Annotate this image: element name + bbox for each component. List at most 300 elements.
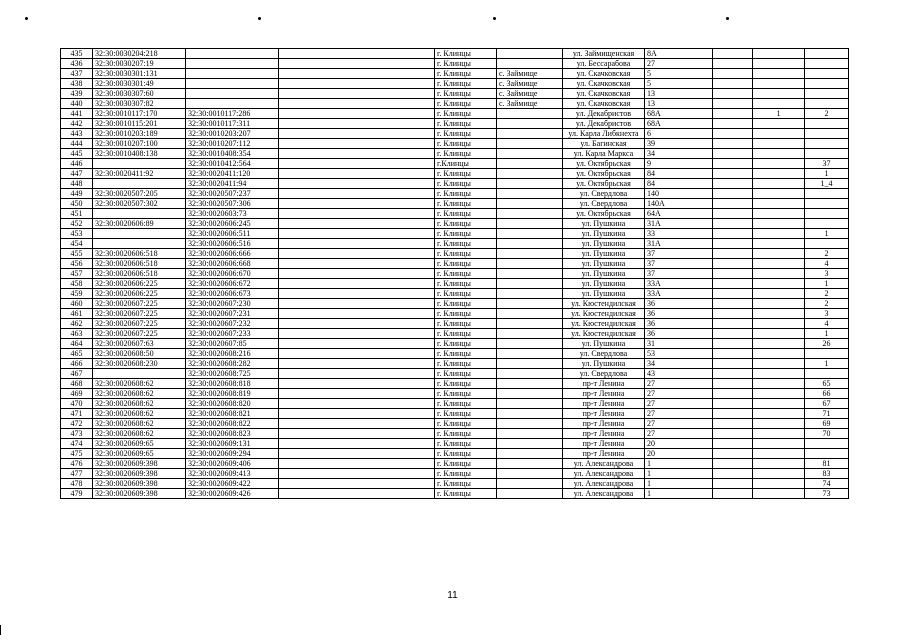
cadastral-number-parcel-cell: 32:30:0020607:225 [93, 329, 186, 339]
street-cell: ул. Октябрьская [563, 209, 645, 219]
table-row [61, 99, 849, 109]
house-number-cell: 34 [645, 149, 713, 159]
settlement-cell [497, 209, 563, 219]
city-cell: г. Клинцы [435, 469, 497, 479]
corpus-cell [753, 179, 805, 189]
apartment-cell: 2 [805, 249, 849, 259]
building-cell [713, 469, 753, 479]
cadastral-number-object-cell [186, 49, 279, 59]
house-number-cell: 68А [645, 119, 713, 129]
corpus-cell [753, 309, 805, 319]
description-cell [279, 489, 435, 499]
table-row [61, 449, 849, 459]
cadastral-number-object-cell: 32:30:0010408:354 [186, 149, 279, 159]
description-cell [279, 189, 435, 199]
description-cell [279, 109, 435, 119]
apartment-cell: 83 [805, 469, 849, 479]
apartment-cell: 65 [805, 379, 849, 389]
row-number-cell: 461 [61, 309, 93, 319]
table-row [61, 229, 849, 239]
cadastral-number-parcel-cell: 32:30:0020608:62 [93, 419, 186, 429]
building-cell [713, 149, 753, 159]
table-row [61, 189, 849, 199]
building-cell [713, 139, 753, 149]
apartment-cell [805, 129, 849, 139]
table-row [61, 159, 849, 169]
apartment-cell [805, 219, 849, 229]
city-cell: г. Клинцы [435, 229, 497, 239]
building-cell [713, 489, 753, 499]
street-cell: ул. Скачковская [563, 89, 645, 99]
apartment-cell: 2 [805, 289, 849, 299]
table-row [61, 419, 849, 429]
street-cell: ул. Пушкина [563, 219, 645, 229]
house-number-cell: 27 [645, 389, 713, 399]
street-cell: ул. Пушкина [563, 229, 645, 239]
table-row [61, 429, 849, 439]
corpus-cell [753, 189, 805, 199]
settlement-cell [497, 419, 563, 429]
city-cell: г. Клинцы [435, 129, 497, 139]
apartment-cell: 70 [805, 429, 849, 439]
apartment-cell [805, 199, 849, 209]
table-row [61, 49, 849, 59]
scan-dot [25, 17, 28, 20]
corpus-cell [753, 479, 805, 489]
apartment-cell [805, 59, 849, 69]
table-row [61, 219, 849, 229]
scan-dot [493, 17, 496, 20]
house-number-cell: 33А [645, 279, 713, 289]
apartment-cell: 66 [805, 389, 849, 399]
table-row [61, 269, 849, 279]
city-cell: г. Клинцы [435, 409, 497, 419]
table-row [61, 439, 849, 449]
table-row [61, 379, 849, 389]
cadastral-number-parcel-cell: 32:30:0010203:189 [93, 129, 186, 139]
cadastral-number-parcel-cell: 32:30:0030307:82 [93, 99, 186, 109]
house-number-cell: 36 [645, 309, 713, 319]
cadastral-number-object-cell: 32:30:0020609:131 [186, 439, 279, 449]
row-number-cell: 444 [61, 139, 93, 149]
settlement-cell [497, 489, 563, 499]
house-number-cell: 36 [645, 299, 713, 309]
settlement-cell [497, 399, 563, 409]
settlement-cell [497, 279, 563, 289]
row-number-cell: 456 [61, 259, 93, 269]
street-cell: ул. Пушкина [563, 339, 645, 349]
street-cell: ул. Кюстендилская [563, 299, 645, 309]
cadastral-number-object-cell: 32:30:0020608:282 [186, 359, 279, 369]
building-cell [713, 449, 753, 459]
street-cell: пр-т Ленина [563, 409, 645, 419]
building-cell [713, 259, 753, 269]
street-cell: пр-т Ленина [563, 379, 645, 389]
corpus-cell [753, 269, 805, 279]
table-row [61, 239, 849, 249]
row-number-cell: 455 [61, 249, 93, 259]
building-cell [713, 169, 753, 179]
city-cell: г. Клинцы [435, 279, 497, 289]
city-cell: г. Клинцы [435, 319, 497, 329]
table-row [61, 319, 849, 329]
row-number-cell: 458 [61, 279, 93, 289]
corpus-cell: 1 [753, 109, 805, 119]
city-cell: г. Клинцы [435, 179, 497, 189]
table-row [61, 199, 849, 209]
apartment-cell: 1 [805, 229, 849, 239]
house-number-cell: 27 [645, 429, 713, 439]
settlement-cell [497, 269, 563, 279]
house-number-cell: 27 [645, 409, 713, 419]
city-cell: г. Клинцы [435, 479, 497, 489]
city-cell: г. Клинцы [435, 429, 497, 439]
table-row [61, 289, 849, 299]
apartment-cell: 74 [805, 479, 849, 489]
settlement-cell [497, 479, 563, 489]
apartment-cell: 1 [805, 279, 849, 289]
street-cell: ул. Карла Либкнехта [563, 129, 645, 139]
apartment-cell: 2 [805, 109, 849, 119]
description-cell [279, 309, 435, 319]
building-cell [713, 479, 753, 489]
description-cell [279, 129, 435, 139]
description-cell [279, 199, 435, 209]
cadastral-number-parcel-cell [93, 159, 186, 169]
settlement-cell [497, 219, 563, 229]
table-row [61, 389, 849, 399]
cadastral-number-object-cell: 32:30:0020603:73 [186, 209, 279, 219]
cadastral-number-parcel-cell: 32:30:0030207:19 [93, 59, 186, 69]
house-number-cell: 37 [645, 269, 713, 279]
description-cell [279, 249, 435, 259]
city-cell: г. Клинцы [435, 169, 497, 179]
settlement-cell [497, 449, 563, 459]
street-cell: ул. Кюстендилская [563, 329, 645, 339]
cadastral-number-parcel-cell: 32:30:0020607:225 [93, 319, 186, 329]
street-cell: ул. Пушкина [563, 239, 645, 249]
settlement-cell [497, 329, 563, 339]
apartment-cell: 1 [805, 169, 849, 179]
house-number-cell: 9 [645, 159, 713, 169]
cadastral-number-object-cell: 32:30:0020507:306 [186, 199, 279, 209]
row-number-cell: 464 [61, 339, 93, 349]
cadastral-number-parcel-cell: 32:30:0020609:398 [93, 489, 186, 499]
table-row [61, 139, 849, 149]
cadastral-number-parcel-cell: 32:30:0020607:225 [93, 309, 186, 319]
row-number-cell: 469 [61, 389, 93, 399]
corpus-cell [753, 79, 805, 89]
description-cell [279, 239, 435, 249]
row-number-cell: 477 [61, 469, 93, 479]
row-number-cell: 453 [61, 229, 93, 239]
settlement-cell [497, 119, 563, 129]
city-cell: г. Клинцы [435, 359, 497, 369]
building-cell [713, 219, 753, 229]
house-number-cell: 34 [645, 359, 713, 369]
house-number-cell: 36 [645, 319, 713, 329]
apartment-cell: 3 [805, 269, 849, 279]
cadastral-number-parcel-cell: 32:30:0020608:62 [93, 409, 186, 419]
cadastral-number-parcel-cell: 32:30:0020608:62 [93, 429, 186, 439]
cadastral-number-object-cell: 32:30:0020608:818 [186, 379, 279, 389]
cadastral-number-parcel-cell: 32:30:0010207:100 [93, 139, 186, 149]
city-cell: г. Клинцы [435, 189, 497, 199]
cadastral-number-object-cell [186, 99, 279, 109]
house-number-cell: 13 [645, 89, 713, 99]
corpus-cell [753, 249, 805, 259]
house-number-cell: 64А [645, 209, 713, 219]
city-cell: г. Клинцы [435, 109, 497, 119]
row-number-cell: 440 [61, 99, 93, 109]
description-cell [279, 389, 435, 399]
description-cell [279, 179, 435, 189]
row-number-cell: 463 [61, 329, 93, 339]
apartment-cell [805, 439, 849, 449]
building-cell [713, 369, 753, 379]
street-cell: ул. Пушкина [563, 259, 645, 269]
table-row [61, 109, 849, 119]
building-cell [713, 79, 753, 89]
corpus-cell [753, 289, 805, 299]
corpus-cell [753, 169, 805, 179]
street-cell: ул. Пушкина [563, 359, 645, 369]
cadastral-number-parcel-cell: 32:30:0010115:201 [93, 119, 186, 129]
row-number-cell: 441 [61, 109, 93, 119]
apartment-cell: 4 [805, 319, 849, 329]
street-cell: ул. Свердлова [563, 199, 645, 209]
cadastral-number-parcel-cell: 32:30:0020606:225 [93, 289, 186, 299]
city-cell: г. Клинцы [435, 139, 497, 149]
corpus-cell [753, 219, 805, 229]
street-cell: ул. Скачковская [563, 99, 645, 109]
settlement-cell [497, 439, 563, 449]
row-number-cell: 447 [61, 169, 93, 179]
settlement-cell [497, 459, 563, 469]
row-number-cell: 435 [61, 49, 93, 59]
apartment-cell: 73 [805, 489, 849, 499]
street-cell: пр-т Ленина [563, 399, 645, 409]
cadastral-number-object-cell: 32:30:0020411:94 [186, 179, 279, 189]
description-cell [279, 479, 435, 489]
corpus-cell [753, 129, 805, 139]
cadastral-number-parcel-cell: 32:30:0020608:230 [93, 359, 186, 369]
corpus-cell [753, 409, 805, 419]
house-number-cell: 39 [645, 139, 713, 149]
building-cell [713, 309, 753, 319]
corpus-cell [753, 439, 805, 449]
cadastral-number-object-cell [186, 89, 279, 99]
corpus-cell [753, 339, 805, 349]
building-cell [713, 49, 753, 59]
street-cell: ул. Скачковская [563, 79, 645, 89]
cadastral-number-parcel-cell: 32:30:0020608:62 [93, 379, 186, 389]
table-row [61, 259, 849, 269]
apartment-cell [805, 349, 849, 359]
row-number-cell: 476 [61, 459, 93, 469]
table-row [61, 69, 849, 79]
cadastral-number-object-cell: 32:30:0010207:112 [186, 139, 279, 149]
apartment-cell [805, 369, 849, 379]
corpus-cell [753, 149, 805, 159]
table-row [61, 469, 849, 479]
description-cell [279, 119, 435, 129]
settlement-cell: с. Займище [497, 89, 563, 99]
table-row [61, 179, 849, 189]
settlement-cell [497, 349, 563, 359]
city-cell: г. Клинцы [435, 339, 497, 349]
apartment-cell [805, 49, 849, 59]
city-cell: г. Клинцы [435, 329, 497, 339]
table-row [61, 149, 849, 159]
house-number-cell: 140А [645, 199, 713, 209]
description-cell [279, 229, 435, 239]
row-number-cell: 448 [61, 179, 93, 189]
street-cell: ул. Займищенская [563, 49, 645, 59]
street-cell: ул. Октябрьская [563, 159, 645, 169]
apartment-cell [805, 239, 849, 249]
cadastral-number-parcel-cell: 32:30:0020608:62 [93, 389, 186, 399]
row-number-cell: 457 [61, 269, 93, 279]
cadastral-number-parcel-cell: 32:30:0020609:398 [93, 459, 186, 469]
city-cell: г. Клинцы [435, 59, 497, 69]
building-cell [713, 109, 753, 119]
house-number-cell: 8А [645, 49, 713, 59]
table-row [61, 209, 849, 219]
apartment-cell [805, 69, 849, 79]
street-cell: ул. Кюстендилская [563, 319, 645, 329]
apartment-cell: 1 [805, 359, 849, 369]
settlement-cell [497, 49, 563, 59]
apartment-cell [805, 209, 849, 219]
description-cell [279, 209, 435, 219]
city-cell: г. Клинцы [435, 249, 497, 259]
settlement-cell [497, 259, 563, 269]
apartment-cell: 37 [805, 159, 849, 169]
cadastral-number-parcel-cell [93, 229, 186, 239]
building-cell [713, 159, 753, 169]
house-number-cell: 1 [645, 469, 713, 479]
cadastral-number-object-cell: 32:30:0010203:207 [186, 129, 279, 139]
building-cell [713, 379, 753, 389]
table-row [61, 399, 849, 409]
building-cell [713, 189, 753, 199]
cadastral-number-object-cell: 32:30:0020606:670 [186, 269, 279, 279]
street-cell: ул. Пушкина [563, 269, 645, 279]
settlement-cell [497, 369, 563, 379]
cadastral-number-parcel-cell: 32:30:0030307:60 [93, 89, 186, 99]
settlement-cell [497, 359, 563, 369]
house-number-cell: 37 [645, 249, 713, 259]
city-cell: г. Клинцы [435, 119, 497, 129]
cadastral-number-object-cell [186, 59, 279, 69]
settlement-cell [497, 139, 563, 149]
cadastral-number-object-cell: 32:30:0020507:237 [186, 189, 279, 199]
table-row [61, 409, 849, 419]
building-cell [713, 119, 753, 129]
city-cell: г. Клинцы [435, 349, 497, 359]
cadastral-number-object-cell: 32:30:0020609:422 [186, 479, 279, 489]
cadastral-number-parcel-cell: 32:30:0020609:398 [93, 479, 186, 489]
city-cell: г. Клинцы [435, 239, 497, 249]
building-cell [713, 349, 753, 359]
scan-dot [726, 17, 729, 20]
cadastral-number-object-cell [186, 69, 279, 79]
cadastral-number-object-cell: 32:30:0020608:822 [186, 419, 279, 429]
house-number-cell: 53 [645, 349, 713, 359]
settlement-cell: с. Займище [497, 79, 563, 89]
cadastral-number-parcel-cell: 32:30:0020608:50 [93, 349, 186, 359]
cadastral-number-object-cell: 32:30:0020607:232 [186, 319, 279, 329]
row-number-cell: 445 [61, 149, 93, 159]
description-cell [279, 159, 435, 169]
description-cell [279, 429, 435, 439]
cadastral-number-object-cell: 32:30:0020608:216 [186, 349, 279, 359]
table-row [61, 299, 849, 309]
cadastral-number-object-cell: 32:30:0010412:564 [186, 159, 279, 169]
description-cell [279, 49, 435, 59]
apartment-cell: 69 [805, 419, 849, 429]
cadastral-number-object-cell: 32:30:0020606:673 [186, 289, 279, 299]
house-number-cell: 1 [645, 489, 713, 499]
settlement-cell [497, 249, 563, 259]
city-cell: г.Клинцы [435, 159, 497, 169]
street-cell: ул. Пушкина [563, 249, 645, 259]
cadastral-number-object-cell: 32:30:0020607:233 [186, 329, 279, 339]
street-cell: ул. Свердлова [563, 189, 645, 199]
apartment-cell [805, 149, 849, 159]
building-cell [713, 129, 753, 139]
table-row [61, 279, 849, 289]
apartment-cell: 3 [805, 309, 849, 319]
table-row [61, 309, 849, 319]
settlement-cell [497, 59, 563, 69]
row-number-cell: 460 [61, 299, 93, 309]
house-number-cell: 31 [645, 339, 713, 349]
cadastral-number-object-cell: 32:30:0020608:725 [186, 369, 279, 379]
cadastral-number-object-cell: 32:30:0010117:311 [186, 119, 279, 129]
cadastral-number-parcel-cell: 32:30:0020607:225 [93, 299, 186, 309]
cadastral-number-parcel-cell: 32:30:0020507:205 [93, 189, 186, 199]
city-cell: г. Клинцы [435, 449, 497, 459]
apartment-cell [805, 89, 849, 99]
cadastral-number-object-cell: 32:30:0020606:516 [186, 239, 279, 249]
corpus-cell [753, 389, 805, 399]
city-cell: г. Клинцы [435, 79, 497, 89]
corpus-cell [753, 99, 805, 109]
cadastral-number-object-cell [186, 79, 279, 89]
description-cell [279, 379, 435, 389]
settlement-cell [497, 469, 563, 479]
table-row [61, 129, 849, 139]
house-number-cell: 68А [645, 109, 713, 119]
row-number-cell: 454 [61, 239, 93, 249]
apartment-cell [805, 189, 849, 199]
building-cell [713, 249, 753, 259]
street-cell: пр-т Ленина [563, 439, 645, 449]
corpus-cell [753, 139, 805, 149]
description-cell [279, 319, 435, 329]
settlement-cell [497, 239, 563, 249]
corpus-cell [753, 199, 805, 209]
cadastral-number-object-cell: 32:30:0020609:406 [186, 459, 279, 469]
cadastral-number-parcel-cell: 32:30:0020609:65 [93, 449, 186, 459]
street-cell: ул. Кюстендилская [563, 309, 645, 319]
house-number-cell: 31А [645, 219, 713, 229]
cadastral-number-parcel-cell: 32:30:0020411:92 [93, 169, 186, 179]
description-cell [279, 289, 435, 299]
city-cell: г. Клинцы [435, 199, 497, 209]
